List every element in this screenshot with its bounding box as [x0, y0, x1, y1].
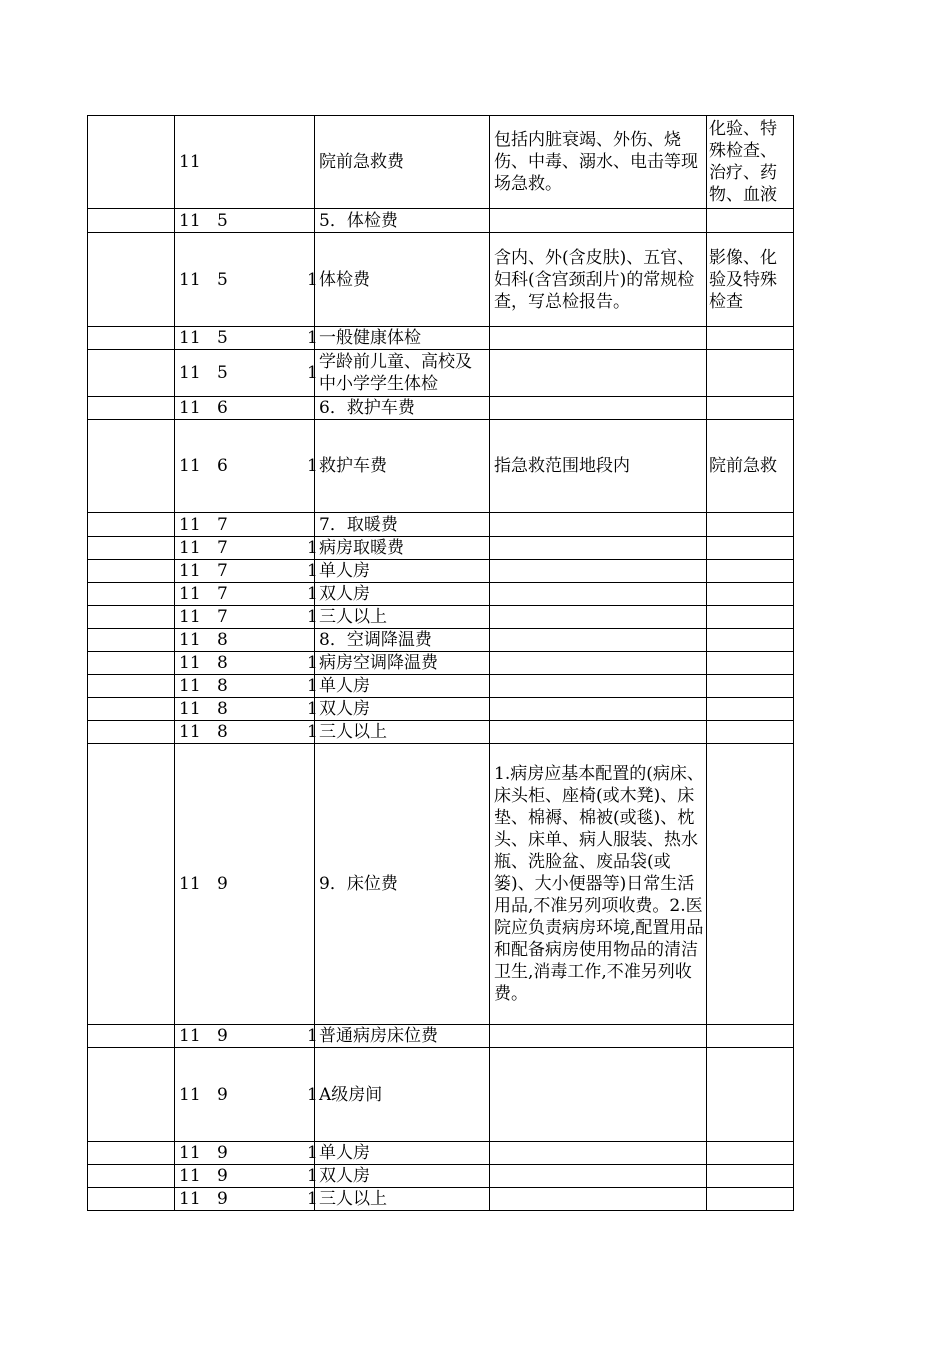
item-name-cell [307, 606, 490, 629]
code-minor: 5 [217, 363, 228, 383]
code-major: 11 [179, 210, 201, 231]
table-row [88, 652, 794, 675]
row-blank-cell [88, 698, 175, 721]
row-blank-cell [88, 1142, 175, 1165]
code-major: 11 [179, 328, 201, 348]
code-major: 11 [179, 630, 201, 650]
description-cell [490, 1188, 707, 1211]
code-cell [175, 1048, 315, 1142]
overflow-digit: 1 [307, 363, 318, 383]
description-cell [490, 560, 707, 583]
item-name: 双人房 [319, 699, 370, 719]
item-name-cell [307, 233, 490, 327]
description-cell [490, 583, 707, 606]
note-cell [707, 1048, 794, 1142]
table-row [88, 1142, 794, 1165]
table-row [88, 1188, 794, 1211]
note-cell [707, 350, 794, 397]
description-cell [490, 1165, 707, 1188]
note-cell [707, 233, 794, 327]
code-minor: 8 [217, 630, 228, 650]
item-name: 双人房 [319, 584, 370, 604]
code-cell [175, 675, 315, 698]
description-text: 1.病房应基本配置的(病床、床头柜、座椅(或木凳)、床垫、棉褥、棉被(或毯)、枕头、床单、病人服装、热水瓶、洗脸盆、废品袋(或篓)、大小便器等)日常生活用品,不准另列项收费。2.医院应负责病房环境,配置用品和配备病房使用物品的清洁卫生,消毒工作,不准另列收费。 [494, 764, 704, 1004]
item-name: 5．体检费 [319, 210, 398, 231]
description-cell [490, 420, 707, 513]
code-cell [175, 560, 315, 583]
row-blank-cell [88, 327, 175, 350]
code-minor: 7 [217, 514, 228, 535]
table-row [88, 1165, 794, 1188]
code-cell [175, 698, 315, 721]
code-minor: 6 [217, 456, 228, 476]
overflow-digit: 1 [307, 1166, 318, 1186]
table-row [88, 675, 794, 698]
code-major: 11 [179, 1189, 201, 1209]
code-minor: 7 [217, 584, 228, 604]
code-minor: 9 [217, 1143, 228, 1163]
item-name: 三人以上 [319, 607, 387, 627]
item-name: 病房空调降温费 [319, 653, 438, 673]
row-blank-cell [88, 209, 175, 233]
overflow-digit: 1 [307, 653, 318, 673]
code-cell [175, 629, 315, 652]
table-row [88, 629, 794, 652]
code-cell [175, 327, 315, 350]
item-name: 救护车费 [319, 456, 387, 476]
overflow-digit: 1 [307, 722, 318, 742]
table-row [88, 537, 794, 560]
description-cell [490, 1025, 707, 1048]
table-row [88, 1025, 794, 1048]
code-major: 11 [179, 1084, 201, 1105]
overflow-digit: 1 [307, 1026, 318, 1046]
description-cell [490, 209, 707, 233]
note-cell [707, 583, 794, 606]
row-blank-cell [88, 675, 175, 698]
code-major: 11 [179, 398, 201, 418]
overflow-digit: 1 [307, 328, 318, 348]
row-blank-cell [88, 513, 175, 537]
item-name: 普通病房床位费 [319, 1026, 438, 1046]
overflow-digit: 1 [307, 1084, 318, 1105]
item-name-cell [315, 397, 490, 420]
item-name: 单人房 [319, 561, 370, 581]
code-major: 11 [179, 363, 201, 383]
code-cell [175, 513, 315, 537]
code-major: 11 [179, 1026, 201, 1046]
item-name-cell [307, 1142, 490, 1165]
row-blank-cell [88, 583, 175, 606]
overflow-digit: 1 [307, 269, 318, 290]
note-cell [707, 397, 794, 420]
overflow-digit: 1 [307, 456, 318, 476]
table-row [88, 420, 794, 513]
item-name-cell [307, 1025, 490, 1048]
description-cell [490, 327, 707, 350]
description-text: 包括内脏衰竭、外伤、烧伤、中毒、溺水、电击等现场急救。 [494, 130, 698, 194]
note-cell [707, 1165, 794, 1188]
code-major: 11 [179, 269, 201, 290]
code-minor: 8 [217, 722, 228, 742]
note-cell [707, 420, 794, 513]
note-text: 影像、化验及特殊检查 [709, 247, 777, 312]
code-major: 11 [179, 456, 201, 476]
description-cell [490, 233, 707, 327]
description-cell [490, 606, 707, 629]
fee-table-body [88, 116, 794, 1211]
table-row [88, 560, 794, 583]
code-major: 11 [179, 538, 201, 558]
code-cell [175, 420, 315, 513]
description-cell [490, 721, 707, 744]
item-name-cell [307, 537, 490, 560]
code-minor: 6 [217, 398, 228, 418]
note-cell [707, 1188, 794, 1211]
overflow-digit: 1 [307, 584, 318, 604]
description-cell [490, 744, 707, 1025]
item-name-cell [307, 1188, 490, 1211]
note-text: 化验、特殊检查、治疗、药物、血液 [709, 119, 777, 205]
description-cell [490, 513, 707, 537]
note-cell [707, 629, 794, 652]
description-cell [490, 116, 707, 209]
code-cell [175, 233, 315, 327]
code-major: 11 [179, 653, 201, 673]
description-cell [490, 675, 707, 698]
note-text: 院前急救 [709, 456, 777, 476]
item-name: A级房间 [319, 1084, 383, 1105]
item-name-cell [315, 116, 490, 209]
item-name: 病房取暖费 [319, 538, 404, 558]
description-cell [490, 397, 707, 420]
code-cell [175, 116, 315, 209]
table-row [88, 116, 794, 209]
code-major: 11 [179, 874, 201, 894]
code-cell [175, 1188, 315, 1211]
overflow-digit: 1 [307, 1143, 318, 1163]
item-name: 学龄前儿童、高校及中小学学生体检 [319, 352, 472, 394]
table-row [88, 513, 794, 537]
item-name-cell [307, 652, 490, 675]
row-blank-cell [88, 1188, 175, 1211]
row-blank-cell [88, 537, 175, 560]
overflow-digit: 1 [307, 1189, 318, 1209]
item-name-cell [307, 327, 490, 350]
item-name: 三人以上 [319, 722, 387, 742]
item-name: 单人房 [319, 1143, 370, 1163]
code-cell [175, 1025, 315, 1048]
item-name-cell [307, 1165, 490, 1188]
item-name: 三人以上 [319, 1189, 387, 1209]
table-row [88, 1048, 794, 1142]
item-name-cell [307, 698, 490, 721]
item-name-cell [307, 350, 490, 397]
code-cell [175, 1165, 315, 1188]
code-minor: 8 [217, 676, 228, 696]
code-minor: 5 [217, 210, 228, 231]
note-cell [707, 675, 794, 698]
code-major: 11 [179, 607, 201, 627]
item-name-cell [307, 721, 490, 744]
code-minor: 9 [217, 1026, 228, 1046]
description-text: 含内、外(含皮肤)、五官、妇科(含宫颈刮片)的常规检查，写总检报告。 [494, 247, 695, 312]
item-name: 单人房 [319, 676, 370, 696]
code-cell [175, 397, 315, 420]
item-name-cell [315, 513, 490, 537]
row-blank-cell [88, 350, 175, 397]
item-name: 9．床位费 [319, 874, 398, 894]
code-minor: 7 [217, 561, 228, 581]
note-cell [707, 698, 794, 721]
code-major: 11 [179, 722, 201, 742]
code-cell [175, 350, 315, 397]
row-blank-cell [88, 1025, 175, 1048]
code-minor: 5 [217, 328, 228, 348]
note-cell [707, 1025, 794, 1048]
row-blank-cell [88, 1048, 175, 1142]
note-cell [707, 537, 794, 560]
code-minor: 9 [217, 1189, 228, 1209]
item-name: 双人房 [319, 1166, 370, 1186]
note-cell [707, 744, 794, 1025]
note-cell [707, 606, 794, 629]
item-name-cell [307, 420, 490, 513]
description-cell [490, 1048, 707, 1142]
overflow-digit: 1 [307, 676, 318, 696]
code-cell [175, 606, 315, 629]
fee-table [87, 115, 794, 1211]
item-name: 一般健康体检 [319, 328, 421, 348]
row-blank-cell [88, 606, 175, 629]
table-row [88, 233, 794, 327]
row-blank-cell [88, 233, 175, 327]
row-blank-cell [88, 397, 175, 420]
description-cell [490, 629, 707, 652]
item-name-cell [307, 560, 490, 583]
code-major: 11 [179, 584, 201, 604]
code-major: 11 [179, 1166, 201, 1186]
row-blank-cell [88, 652, 175, 675]
code-minor: 8 [217, 699, 228, 719]
row-blank-cell [88, 629, 175, 652]
item-name-cell [315, 744, 490, 1025]
row-blank-cell [88, 744, 175, 1025]
item-name-cell [315, 209, 490, 233]
code-cell [175, 744, 315, 1025]
note-cell [707, 116, 794, 209]
code-minor: 5 [217, 269, 228, 290]
code-cell [175, 652, 315, 675]
table-row [88, 327, 794, 350]
code-major: 11 [179, 1143, 201, 1163]
item-name-cell [307, 1048, 490, 1142]
item-name: 8．空调降温费 [319, 630, 432, 650]
item-name-cell [315, 629, 490, 652]
row-blank-cell [88, 420, 175, 513]
code-cell [175, 721, 315, 744]
code-major: 11 [179, 514, 201, 535]
code-minor: 8 [217, 653, 228, 673]
row-blank-cell [88, 721, 175, 744]
table-row [88, 583, 794, 606]
overflow-digit: 1 [307, 699, 318, 719]
note-cell [707, 560, 794, 583]
code-major: 11 [179, 152, 201, 172]
table-row [88, 209, 794, 233]
note-cell [707, 721, 794, 744]
row-blank-cell [88, 116, 175, 209]
note-cell [707, 652, 794, 675]
item-name: 6．救护车费 [319, 398, 415, 418]
code-major: 11 [179, 699, 201, 719]
overflow-digit: 1 [307, 607, 318, 627]
table-row [88, 698, 794, 721]
overflow-digit: 1 [307, 561, 318, 581]
description-cell [490, 1142, 707, 1165]
row-blank-cell [88, 1165, 175, 1188]
description-text: 指急救范围地段内 [494, 456, 630, 476]
table-row [88, 744, 794, 1025]
item-name: 体检费 [319, 269, 370, 290]
table-row [88, 606, 794, 629]
row-blank-cell [88, 560, 175, 583]
table-row [88, 397, 794, 420]
description-cell [490, 698, 707, 721]
code-minor: 9 [217, 874, 228, 894]
description-cell [490, 537, 707, 560]
code-cell [175, 537, 315, 560]
note-cell [707, 209, 794, 233]
code-cell [175, 1142, 315, 1165]
item-name-cell [307, 675, 490, 698]
code-minor: 9 [217, 1166, 228, 1186]
table-row [88, 721, 794, 744]
code-major: 11 [179, 676, 201, 696]
overflow-digit: 1 [307, 538, 318, 558]
code-major: 11 [179, 561, 201, 581]
item-name: 院前急救费 [319, 152, 404, 172]
item-name: 7．取暖费 [319, 514, 398, 535]
code-minor: 7 [217, 538, 228, 558]
table-row [88, 350, 794, 397]
note-cell [707, 513, 794, 537]
description-cell [490, 652, 707, 675]
note-cell [707, 327, 794, 350]
code-minor: 9 [217, 1084, 228, 1105]
item-name-cell [307, 583, 490, 606]
note-cell [707, 1142, 794, 1165]
code-minor: 7 [217, 607, 228, 627]
code-cell [175, 583, 315, 606]
description-cell [490, 350, 707, 397]
code-cell [175, 209, 315, 233]
